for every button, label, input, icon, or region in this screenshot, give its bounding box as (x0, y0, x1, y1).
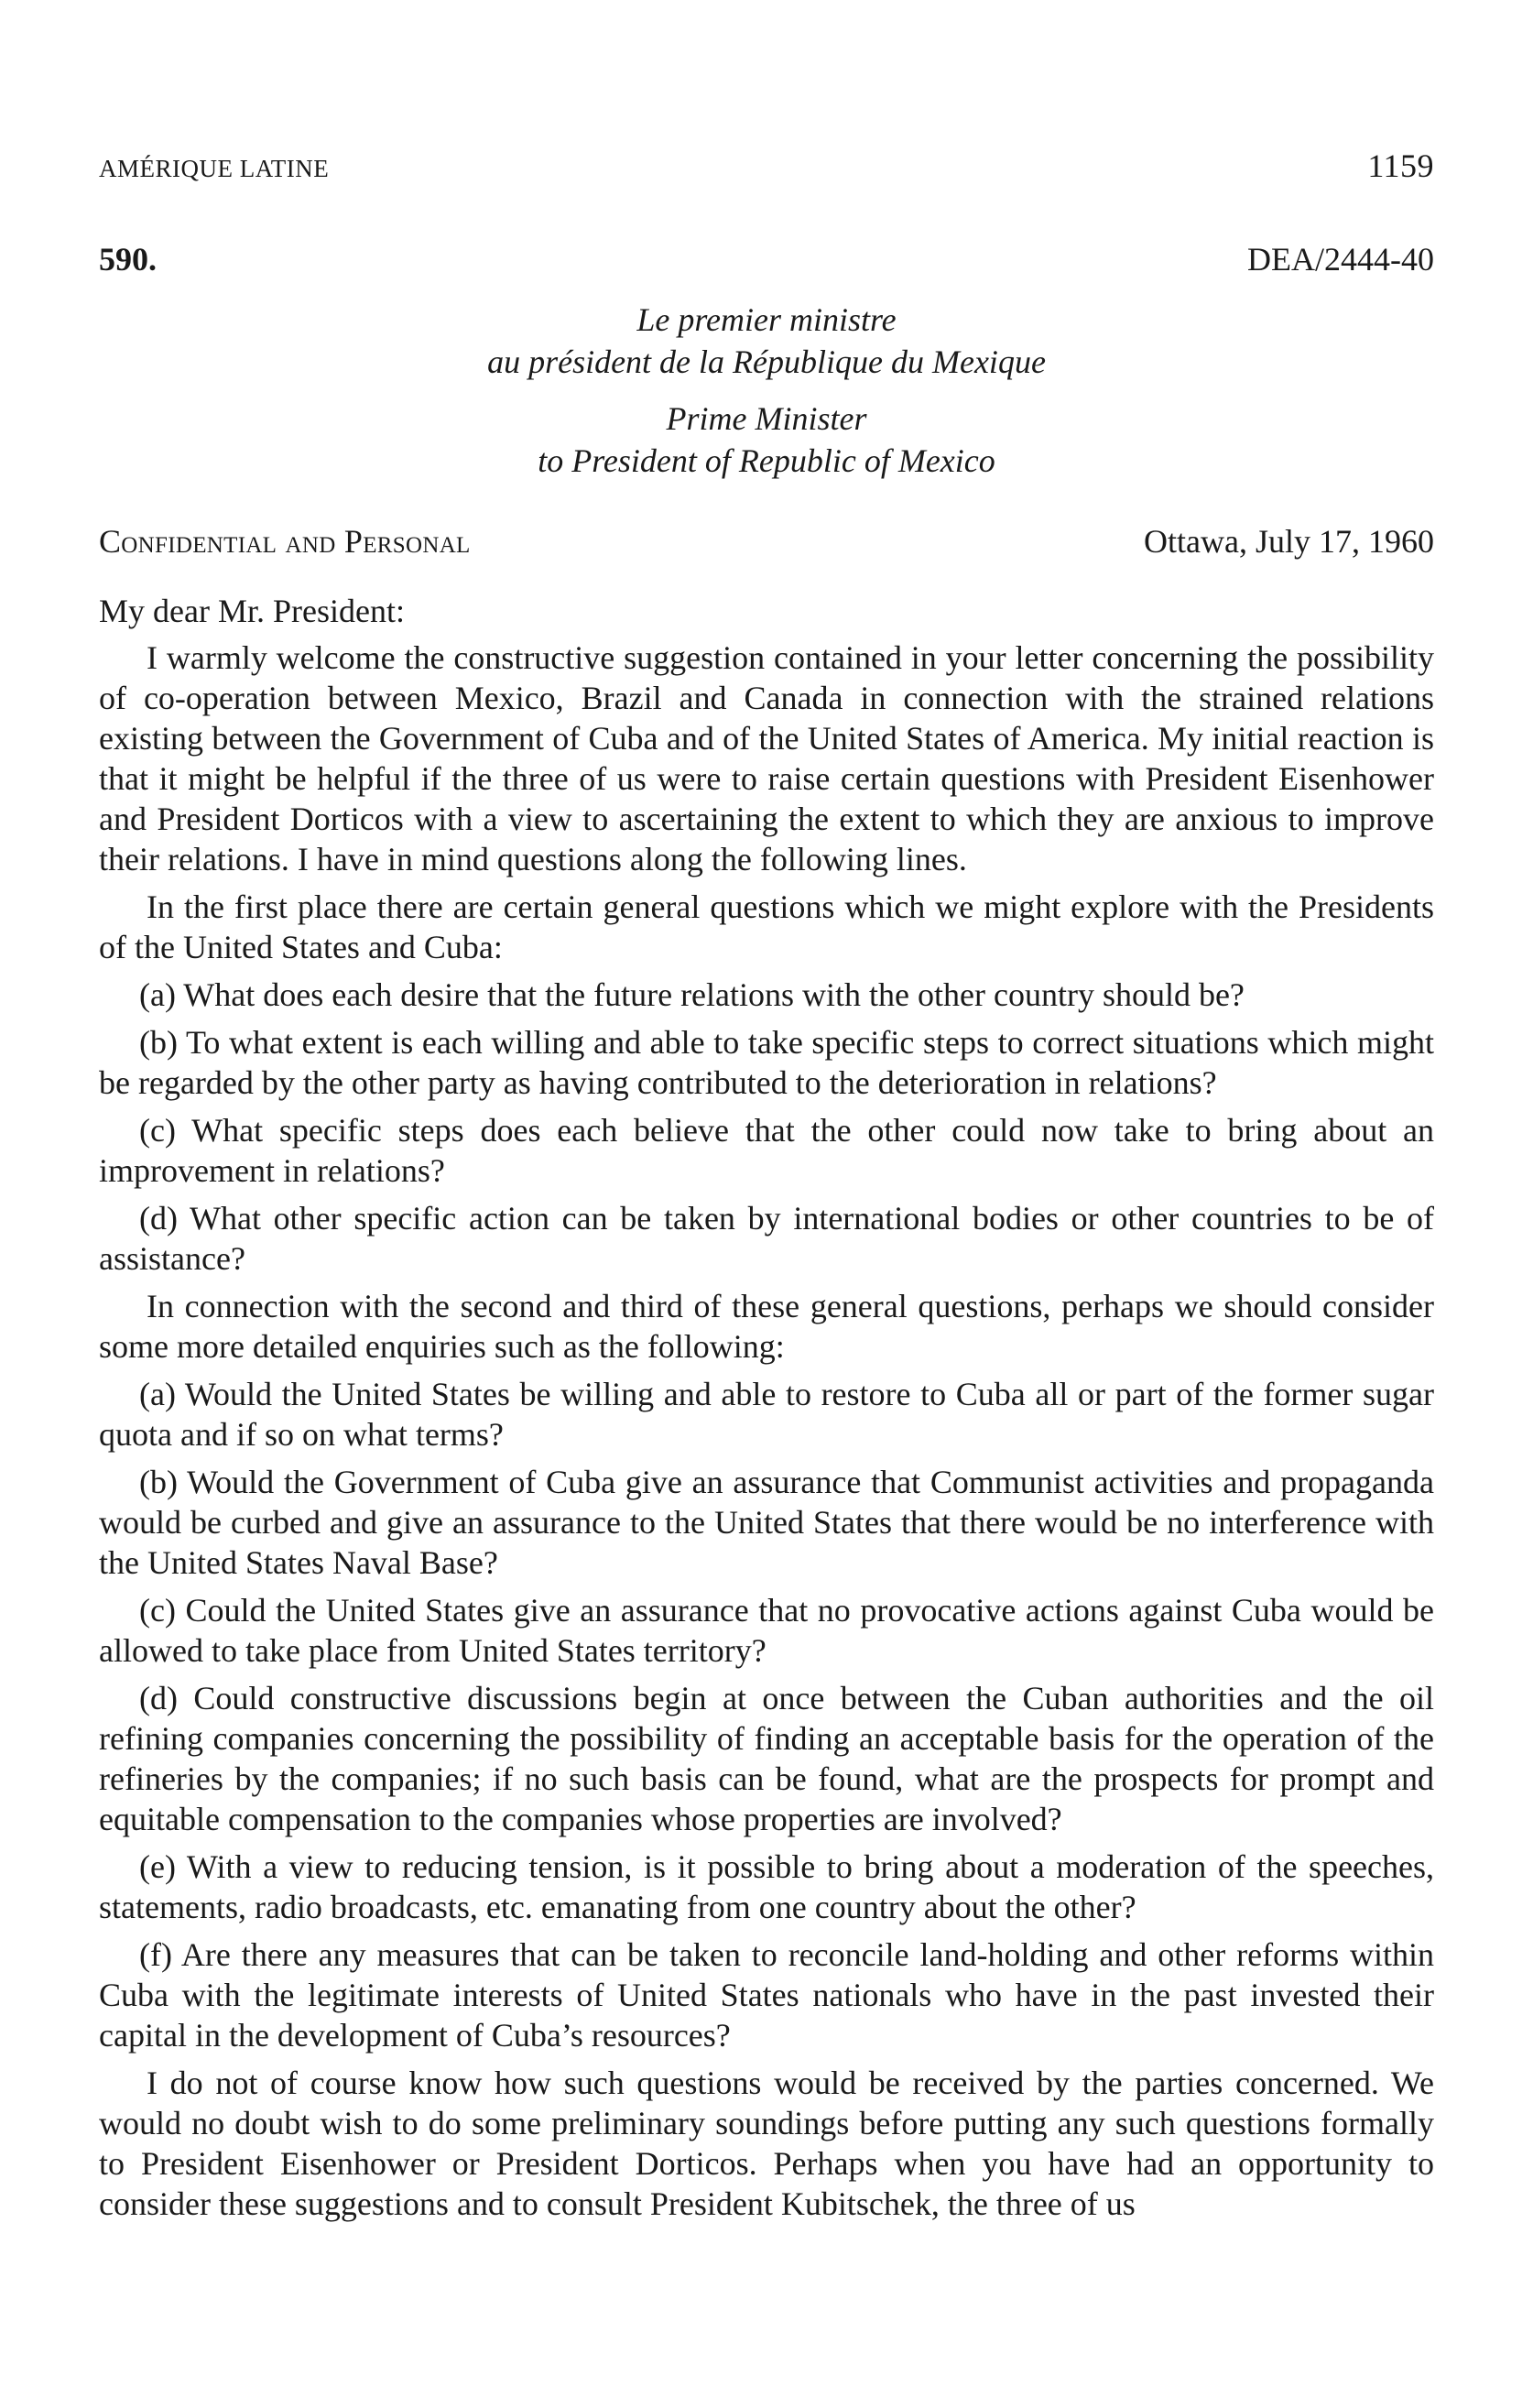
document-page (99, 147, 1434, 2224)
title-fr-line2: au président de la République du Mexique (487, 343, 1046, 380)
detailed-enquiry-b: (b) Would the Government of Cuba give an assurance that Communist activities and propaganda would be curbed and give an assurance to the United States that there would be no interference with the United States Naval Base? (99, 1464, 1434, 1581)
salutation: My dear Mr. President: (99, 593, 405, 629)
document-header (99, 240, 1434, 278)
title-en-line1: Prime Minister (666, 400, 867, 437)
paragraph-closing: I do not of course know how such questions would be received by the parties concerned. We would no doubt wish to do some preliminary soundings before putting any such questions formally to President Eisenhower or President Dorticos. Perhaps when you have had an opportunity to consider these suggestions and to consult President Kubitschek, the three of us (99, 2065, 1434, 2222)
section-title: AMÉRIQUE LATINE (99, 155, 330, 182)
classification: Confidential and Personal (99, 523, 471, 560)
general-question-a: (a) What does each desire that the future relations with the other country should be? (139, 976, 1245, 1013)
general-question-b: (b) To what extent is each willing and able to take specific steps to correct situations which might be regarded by the other party as having contributed to the deterioration in relations? (99, 1024, 1434, 1101)
page-number: 1159 (1367, 147, 1434, 184)
running-head (99, 147, 1434, 185)
paragraph-general-questions: In the first place there are certain general questions which we might explore with the Presidents of the United States and Cuba: (99, 888, 1434, 965)
title-fr-line1: Le premier ministre (636, 301, 897, 338)
letter-body (99, 637, 1434, 2224)
general-question-d: (d) What other specific action can be taken by international bodies or other countries to be of assistance? (99, 1200, 1434, 1277)
detailed-enquiry-f: (f) Are there any measures that can be taken to reconcile land-holding and other reforms within Cuba with the legitimate interests of United States nationals who have in the past invested their capital in the development of Cuba’s resources? (99, 1936, 1434, 2054)
title-en-line2: to President of Republic of Mexico (538, 442, 995, 479)
detailed-enquiry-d: (d) Could constructive discussions begin at once between the Cuban authorities and the oil refining companies concerning the possibility of finding an acceptable basis for the operation of the refineries by the companies; if no such basis can be found, what are the prospects for prompt and equitable compensation to the companies whose properties are involved? (99, 1680, 1434, 1837)
place-date: Ottawa, July 17, 1960 (1144, 523, 1434, 560)
detailed-enquiry-c: (c) Could the United States give an assurance that no provocative actions against Cuba would be allowed to take place from United States territory? (99, 1592, 1434, 1669)
classification-line (99, 522, 1434, 561)
document-number: 590. (99, 241, 157, 278)
paragraph-intro: I warmly welcome the constructive suggestion contained in your letter concerning the possibility of co-operation between Mexico, Brazil and Canada in connection with the strained relations existing between the Government of Cuba and of the United States of America. My initial reaction is that it might be helpful if the three of us were to raise certain questions with President Eisenhower and President Dorticos with a view to ascertaining the extent to which they are anxious to improve their relations. I have in mind questions along the following lines. (99, 639, 1434, 877)
file-reference: DEA/2444-40 (1247, 241, 1434, 278)
detailed-enquiry-e: (e) With a view to reducing tension, is it possible to bring about a moderation of the speeches, statements, radio broadcasts, etc. emanating from one country about the other? (99, 1848, 1434, 1925)
paragraph-detailed-enquiries: In connection with the second and third of these general questions, perhaps we should consider some more detailed enquiries such as the following: (99, 1288, 1434, 1365)
general-question-c: (c) What specific steps does each believe that the other could now take to bring about an improvement in relations? (99, 1112, 1434, 1189)
detailed-enquiry-a: (a) Would the United States be willing and able to restore to Cuba all or part of the former sugar quota and if so on what terms? (99, 1376, 1434, 1453)
document-titles (99, 299, 1434, 482)
